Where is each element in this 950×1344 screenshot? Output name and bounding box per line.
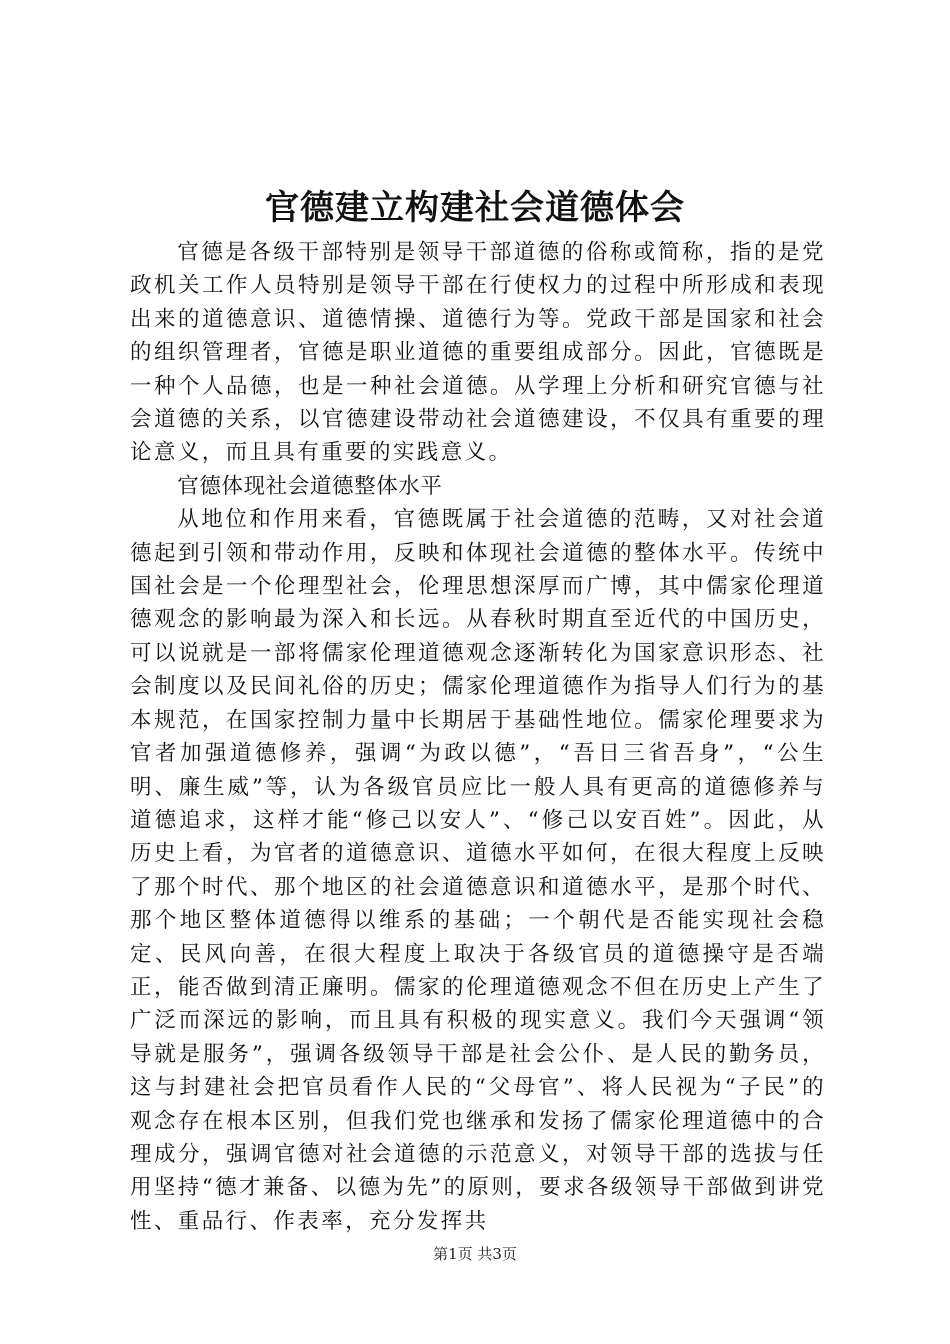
intro-paragraph: 官德是各级干部特别是领导干部道德的俗称或简称，指的是党政机关工作人员特别是领导干部在行使权力的过程中所形成和表现出来的道德意识、道德情操、道德行为等。党政干部是国家和社会的组织管理者，官德是职业道德的重要组成部分。因此，官德既是一种个人品德，也是一种社会道德。从学理上分析和研究官德与社会道德的关系，以官德建设带动社会道德建设，不仅具有重要的理论意义，而且具有重要的实践意义。	[130, 240, 826, 466]
document-body	[130, 236, 826, 1238]
page-number-footer: 第1页 共3页	[433, 1245, 517, 1263]
section-heading: 官德体现社会道德整体水平	[177, 473, 443, 499]
document-title: 官德建立构建社会道德体会	[265, 188, 685, 228]
body-paragraph: 从地位和作用来看，官德既属于社会道德的范畴，又对社会道德起到引领和带动作用，反映和体现社会道德的整体水平。传统中国社会是一个伦理型社会，伦理思想深厚而广博，其中儒家伦理道德观念的影响最为深入和长远。从春秋时期直至近代的中国历史，可以说就是一部将儒家伦理道德观念逐渐转化为国家意识形态、社会制度以及民间礼俗的历史；儒家伦理道德作为指导人们行为的基本规范，在国家控制力量中长期居于基础性地位。儒家伦理要求为官者加强道德修养，强调“为政以德”，“吾日三省吾身”，“公生明、廉生威”等，认为各级官员应比一般人具有更高的道德修养与道德追求，这样才能“修己以安人”、“修己以安百姓”。因此，从历史上看，为官者的道德意识、道德水平如何，在很大程度上反映了那个时代、那个地区的社会道德意识和道德水平，是那个时代、那个地区整体道德得以维系的基础；一个朝代是否能实现社会稳定、民风向善，在很大程度上取决于各级官员的道德操守是否端正，能否做到清正廉明。儒家的伦理道德观念不但在历史上产生了广泛而深远的影响，而且具有积极的现实意义。我们今天强调“领导就是服务”，强调各级领导干部是社会公仆、是人民的勤务员，这与封建社会把官员看作人民的“父母官”、将人民视为“子民”的观念存在根本区别，但我们党也继承和发扬了儒家伦理道德中的合理成分，强调官德对社会道德的示范意义，对领导干部的选拔与任用坚持“德才兼备、以德为先”的原则，要求各级领导干部做到讲党性、重品行、作表率，充分发挥共	[130, 507, 826, 1234]
